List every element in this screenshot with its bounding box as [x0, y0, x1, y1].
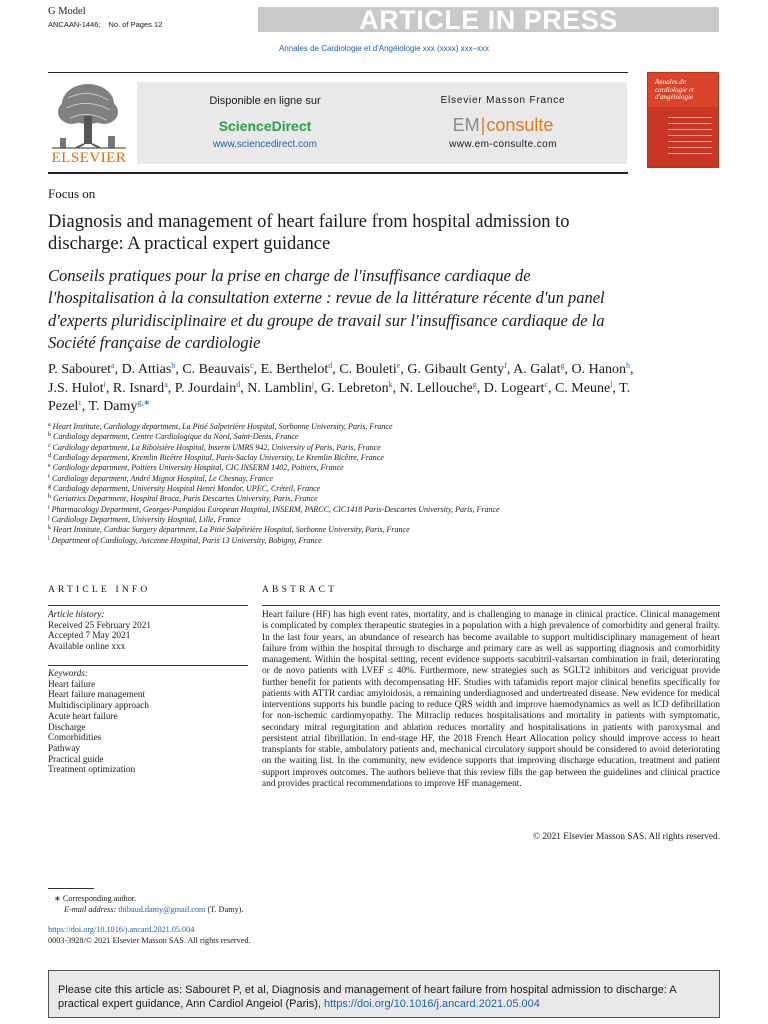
issn-copyright: 0003-3928/© 2021 Elsevier Masson SAS. All rights reserved. [48, 936, 251, 945]
doi-link[interactable]: https://doi.org/10.1016/j.ancard.2021.05.004 [48, 925, 195, 934]
keyword: Treatment optimization [48, 765, 136, 776]
available-online-label: Disponible en ligne sur [209, 95, 321, 107]
author [113, 381, 168, 396]
affiliation-key: j [48, 515, 50, 522]
article-title: Diagnosis and management of heart failure from hospital admission to discharge: A practical expert guidance [48, 212, 570, 254]
affiliation-list [48, 422, 648, 546]
author-name: C. Meune [554, 380, 611, 396]
affiliation-key: k [48, 525, 51, 532]
keyword: Practical guide [48, 754, 104, 765]
author [572, 362, 630, 377]
affiliation [48, 515, 648, 525]
affiliation [48, 494, 648, 504]
keywords-rule [48, 665, 248, 666]
author [484, 381, 548, 396]
author-name: N. Lamblin [247, 380, 312, 396]
cite-doi-link[interactable]: https://doi.org/10.1016/j.ancard.2021.05.004 [323, 998, 540, 1010]
author-name: O. Hanon [571, 362, 626, 377]
affiliation [48, 474, 648, 484]
keyword: Multidisciplinary approach [48, 701, 149, 712]
cover-line [668, 141, 712, 142]
author-name: N. Lellouche [399, 380, 473, 396]
author-name: P. Jourdain [174, 380, 237, 396]
em-logo-consulte: consulte [486, 115, 554, 135]
abstract-text: Heart failure (HF) has high event rates, mortality, and is challenging to manage in clinical practice. Clinical management is complicated by complex therapeutic strategies in a population with a high prevalence of comorbidity and general frailty. In the last four years, an abundance of research has become available to support multidisciplinary management of heart failure from within the hospital through to discharge and primary care as well as supporting diagnosis and comorbidity management. Within the hospital setting, recent evidence supports sacubitril-valsartan combination in frail, deteriorating or de novo patients with LVEF ≤ 40%. Furthermore, new strategies such as SGLT2 inhibitors and vericiguat provide further benefit for patients with decompensating HF. Studies with tafamidis report major clinical benefits specifically for patients with ATTR cardiac amyloidosis, a remaining underdiagnosed and undertreated disease. New evidence for medical interventions supports his bundle pacing to reduce QRS width and improve haemodynamics as well as ICD defibrillation for non-ischemic cardiomyopathy. The Mitraclip reduces hospitalisations and mortality in patients with symptomatic, secondary mitral regurgitation and ablation reduces mortality and hospitalisations in patients with paroxysmal and persistent atrial fibrillation. In end-stage HF, the 2018 French Heart Allocation policy should improve access to heart transplants for stable, ambulatory patients and, mechanical circulatory support should be considered to avoid deteriorating on the waiting list. In the community, new evidence supports that improving discharge education, treatment and patient support improves outcomes. The authors believe that this review fills the gap between the guidelines and clinical practice and provides practical recommendations to improve HF management. [262, 610, 720, 789]
author-list: P. Sabouret$^a$, D. Attias$^b$, C. Beauvais$^c$, E. Berthelot$^d$, C. Bouleti$^e$, G. Gibault Genty$^f$, A. Galat$^g$, O. Hanon$^h$, J.S. Hulot$^i$, R. Isnard$^a$, P. Jourdain$^d$, N. Lamblin$^j$, G. Lebreton$^k$, N. Lellouche$^g$, D. Logeart$^c$, C. Meune$^l$, T. Pezel$^c$, T. Damy$^{g,∗}$ [48, 361, 634, 414]
affiliation [48, 432, 648, 442]
keyword: Acute heart failure [48, 711, 118, 722]
article-subtitle-fr: Conseils pratiques pour la prise en charge de l'insuffisance cardiaque de l'hospitalisation à la consultation externe : revue de la littérature récente d'un panel d'experts pluridisciplinaire et du groupe de travail sur l'insuffisance cardiaque de la Société française de cardiologie [48, 266, 605, 353]
em-consulte-link[interactable]: www.em-consulte.com [449, 139, 557, 150]
affiliation [48, 422, 648, 432]
author-name: E. Berthelot [260, 362, 329, 377]
history-item: Received 25 February 2021 [48, 620, 152, 631]
page-count: No. of Pages 12 [108, 20, 163, 29]
author-name: T. Pezel [48, 380, 631, 414]
header-top-rule [48, 72, 628, 73]
abstract-heading: ABSTRACT [262, 585, 338, 595]
affiliation-key: a [48, 422, 51, 428]
author-affiliation-marker[interactable]: i [103, 379, 106, 389]
sciencedirect-link[interactable]: www.sciencedirect.com [213, 139, 317, 150]
elsevier-masson-label: Elsevier Masson France [440, 95, 566, 106]
affiliation-text: Cardiology Department, University Hospital, Lille, France [51, 515, 241, 525]
affiliation-text: Cardiology department, Poitiers University Hospital, CIC INSERM 1402, Poitiers, France [52, 463, 344, 473]
author-name: D. Logeart [483, 380, 545, 396]
keywords-label: Keywords: [48, 669, 88, 679]
affiliation-text: Cardiology department, La Riboisière Hospital, Inserm UMRS 942, University of Paris, Paris, France [52, 442, 381, 452]
author [339, 362, 400, 377]
affiliation-text: Cardiology department, Centre Cardiologique du Nord, Saint-Denis, France [53, 432, 299, 442]
affiliation-key: c [48, 442, 51, 449]
cite-text: Please cite this article as: Sabouret P, et al, Diagnosis and management of heart failure from hospital admission to discharge: A practical expert guidance, Ann Cardiol Angeiol (Paris), [58, 984, 676, 1010]
cover-line [668, 123, 712, 124]
author-affiliation-marker[interactable]: a [164, 379, 168, 389]
affiliation [48, 484, 648, 494]
article-in-press-banner: ARTICLE IN PRESS [258, 7, 719, 32]
affiliation-key: f [48, 473, 50, 480]
author-name: P. Sabouret [48, 362, 111, 377]
cover-line [668, 147, 712, 148]
affiliation [48, 453, 648, 463]
author-affiliation-marker[interactable]: a [111, 361, 115, 370]
email-link[interactable]: thibaud.damy@gmail.com [118, 905, 206, 914]
affiliation-key: g [48, 484, 51, 491]
cover-line [668, 117, 712, 118]
author-name: C. Bouleti [339, 362, 397, 377]
em-logo-bar: | [480, 115, 486, 135]
affiliation-text: Cardiology department, André Mignot Hospital, Le Chesnay, France [52, 473, 273, 483]
author [48, 362, 115, 377]
history-item: Accepted 7 May 2021 [48, 631, 131, 642]
history-label: Article history: [48, 610, 105, 620]
abstract-copyright: © 2021 Elsevier Masson SAS. All rights reserved. [532, 832, 720, 842]
affiliation-text: Heart Institute, Cardiac Surgery department, La Pitié Salpêtrière Hospital, Sorbonne University, Paris, France [53, 525, 410, 535]
affiliation-text: Pharmacology Department, Georges-Pompidou European Hospital, INSERM, PARCC, CIC1418 Paris-Descartes University, Paris, France [51, 504, 500, 514]
cover-line [668, 135, 712, 136]
keywords-block [48, 669, 149, 776]
author-affiliation-marker[interactable]: f [504, 361, 507, 370]
author [513, 362, 564, 377]
author-name: G. Gibault Genty [407, 362, 505, 377]
author [407, 362, 507, 377]
article-info-rule [48, 605, 248, 606]
author [89, 399, 150, 414]
affiliation-key: h [48, 494, 51, 501]
em-consulte-logo[interactable] [418, 115, 588, 136]
author [261, 362, 333, 377]
journal-citation-line[interactable]: Annales de Cardiologie et d'Angéiologie xxx (xxxx) xxx–xxx [278, 44, 490, 53]
author-affiliation-marker[interactable]: j [311, 379, 314, 389]
corresponding-author-note: ∗ Corresponding author. [54, 894, 137, 903]
cite-this-article-box [48, 970, 720, 1018]
journal-cover-thumbnail [647, 72, 719, 168]
abstract-rule [262, 605, 720, 606]
article-category: Focus on [48, 186, 96, 201]
article-history [48, 610, 151, 653]
author-affiliation-marker[interactable]: c [78, 398, 82, 407]
keyword: Pathway [48, 743, 81, 754]
email-suffix: (T. Damy). [207, 905, 244, 914]
author-affiliation-marker[interactable]: d [328, 361, 333, 370]
author-name: D. Attias [121, 362, 172, 377]
author-affiliation-marker[interactable]: c [544, 379, 548, 389]
keyword: Heart failure management [48, 690, 146, 701]
affiliation-text: Cardiology department, Kremlin Bicêtre Hospital, Paris-Saclay University, Le Kremlin Bicêtre, France [53, 453, 384, 463]
affiliation-text: Department of Cardiology, Avicenne Hospital, Paris 13 University, Bobigny, France [51, 535, 322, 545]
author-affiliation-marker[interactable]: g [560, 361, 565, 370]
affiliation-text: Heart Institute, Cardiology department, La Pitié Salpetrière Hospital, Sorbonne University, Paris, France [52, 422, 393, 431]
author-name: G. Lebreton [320, 380, 389, 396]
elsevier-wordmark: ELSEVIER [51, 150, 127, 166]
cover-line [668, 129, 712, 130]
sciencedirect-logo[interactable]: ScienceDirect [218, 118, 312, 134]
author [247, 381, 314, 396]
history-item: Available online xxx [48, 642, 126, 653]
affiliation-key: i [48, 504, 50, 511]
email-footnote [64, 904, 243, 915]
email-label: E-mail address: [64, 905, 117, 914]
author-affiliation-marker[interactable]: g [472, 379, 477, 389]
author [48, 381, 106, 396]
author [555, 381, 612, 396]
author [321, 381, 393, 396]
author-affiliation-marker[interactable]: c [250, 361, 254, 370]
affiliation-key: b [48, 432, 51, 439]
author [400, 381, 477, 396]
article-info-heading: ARTICLE INFO [48, 585, 151, 595]
footnote-rule [48, 888, 94, 889]
keyword: Comorbidities [48, 733, 102, 744]
cover-title: Annales de cardiologie et d'angéiologie [655, 78, 694, 101]
author [182, 362, 253, 377]
author-affiliation-marker[interactable]: k [388, 379, 393, 389]
keyword: Discharge [48, 722, 86, 733]
author-affiliation-marker[interactable]: l [610, 379, 613, 389]
affiliation [48, 463, 648, 473]
g-model-label: G Model [48, 6, 86, 17]
affiliation [48, 536, 648, 546]
affiliation-key: d [48, 453, 51, 460]
affiliation-key: l [48, 535, 50, 542]
author-affiliation-marker[interactable]: g,∗ [137, 398, 151, 407]
affiliation [48, 505, 648, 515]
header-bottom-rule [48, 172, 628, 174]
author-affiliation-marker[interactable]: b [171, 361, 176, 370]
author-name: C. Beauvais [182, 362, 250, 377]
affiliation-text: Cardiology department, University Hospital Henri Mondor, UPEC, Créteil, France [53, 484, 321, 494]
author-name: T. Damy [88, 399, 138, 414]
affiliation-text: Geriatrics Department, Hospital Broca, Paris Descartes University, Paris, France [53, 494, 318, 504]
manuscript-ref-line [48, 20, 170, 29]
author-name: A. Galat [513, 362, 561, 377]
author-name: R. Isnard [112, 380, 165, 396]
keyword: Heart failure [48, 679, 96, 690]
affiliation [48, 525, 648, 535]
author-affiliation-marker[interactable]: d [236, 379, 241, 389]
manuscript-ref: ANCAAN-1446; [48, 20, 101, 29]
author-affiliation-marker[interactable]: e [396, 361, 401, 370]
em-logo-em: EM [452, 115, 480, 135]
author-name: J.S. Hulot [48, 380, 104, 396]
author [175, 381, 240, 396]
author-affiliation-marker[interactable]: h [625, 361, 630, 370]
cover-line [668, 153, 712, 154]
affiliation-key: e [48, 463, 51, 470]
author [122, 362, 176, 377]
affiliation [48, 443, 648, 453]
